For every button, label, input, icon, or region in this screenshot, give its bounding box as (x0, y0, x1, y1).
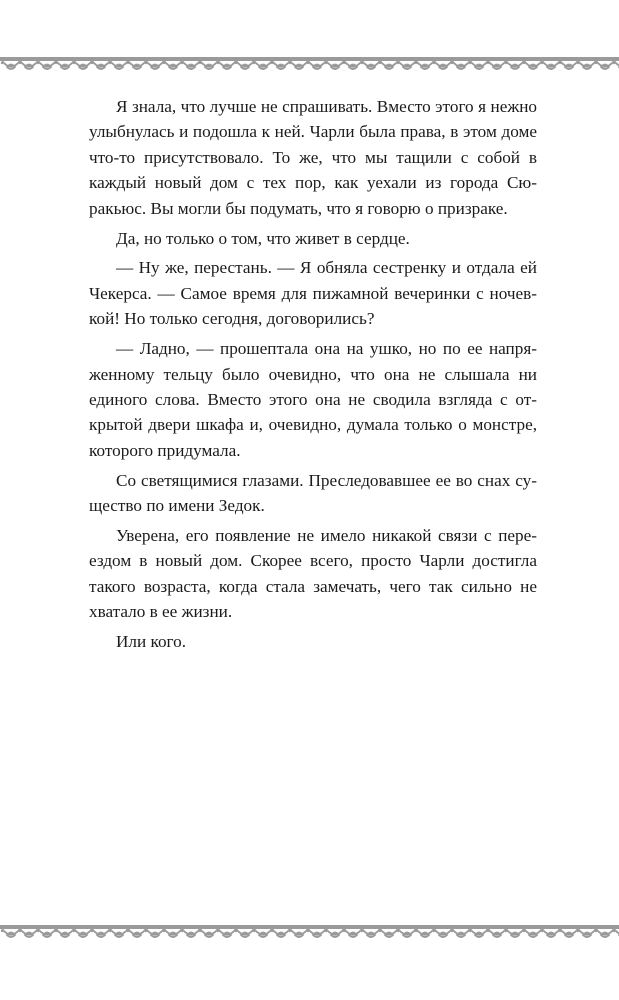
lace-bead (289, 62, 291, 64)
lace-bead (91, 62, 93, 64)
lace-dot (603, 64, 606, 67)
lace-dot (279, 932, 282, 935)
lace-bead (379, 62, 381, 64)
lace-dot (189, 64, 192, 67)
lace-dot (405, 932, 408, 935)
lace-bead (307, 930, 309, 932)
lace-dot (495, 64, 498, 67)
lace-bead (73, 62, 75, 64)
lace-bead (523, 930, 525, 932)
lace-dot (63, 932, 66, 935)
lace-bead (415, 62, 417, 64)
lace-dot (549, 64, 552, 67)
lace-bead (433, 930, 435, 932)
lace-bead (487, 62, 489, 64)
lace-dot (333, 932, 336, 935)
lace-dot (189, 932, 192, 935)
lace-bead (343, 62, 345, 64)
lace-dot (117, 64, 120, 67)
lace-bead (613, 930, 615, 932)
lace-bead (253, 62, 255, 64)
lace-bead (199, 930, 201, 932)
lace-bead (145, 62, 147, 64)
lace-bead (343, 930, 345, 932)
lace-bead (1, 62, 3, 64)
lace-bead (19, 930, 21, 932)
paragraph-6: Уверена, его появление не имело никакой связи с переездом в новый дом. Скорее всего, просто Чарли достигла такого возраста, когда стала замечать, чего так сильно не хватало в ее жизни. (89, 526, 537, 622)
lace-dot (99, 932, 102, 935)
lace-dot (423, 64, 426, 67)
lace-dot (459, 932, 462, 935)
lace-bead (289, 930, 291, 932)
bottom-ornament-border (0, 916, 619, 956)
lace-dot (495, 932, 498, 935)
lace-bead (325, 62, 327, 64)
lace-dot (99, 64, 102, 67)
lace-dot (243, 64, 246, 67)
lace-dot (297, 64, 300, 67)
lace-bead (469, 930, 471, 932)
lace-bead (397, 62, 399, 64)
lace-bead (505, 930, 507, 932)
lace-dot (279, 64, 282, 67)
lace-dot (441, 64, 444, 67)
top-ornament-border (0, 48, 619, 88)
lace-dot (243, 932, 246, 935)
lace-bead (145, 930, 147, 932)
lace-dot (567, 932, 570, 935)
lace-bead (127, 62, 129, 64)
lace-bead (469, 62, 471, 64)
lace-dot (135, 932, 138, 935)
lace-dot (387, 932, 390, 935)
lace-bead (91, 930, 93, 932)
lace-dot (405, 64, 408, 67)
lace-bead (487, 930, 489, 932)
lace-bead (397, 930, 399, 932)
lace-bead (163, 930, 165, 932)
lace-dot (153, 64, 156, 67)
ornament-rule (0, 57, 619, 61)
lace-bead (415, 930, 417, 932)
lace-dot (585, 64, 588, 67)
lace-dot (585, 932, 588, 935)
lace-dot (153, 932, 156, 935)
lace-dot (9, 64, 12, 67)
lace-bead (271, 62, 273, 64)
lace-bead (19, 62, 21, 64)
lace-dot (81, 932, 84, 935)
lace-dot (387, 64, 390, 67)
lace-dot (351, 64, 354, 67)
lace-dot (477, 932, 480, 935)
lace-dot (531, 932, 534, 935)
lace-dot (261, 64, 264, 67)
lace-dot (45, 932, 48, 935)
lace-dot (531, 64, 534, 67)
lace-bead (559, 62, 561, 64)
lace-dot (549, 932, 552, 935)
lace-bead (55, 62, 57, 64)
lace-bead (541, 930, 543, 932)
lace-dot (459, 64, 462, 67)
lace-bead (433, 62, 435, 64)
lace-dot (369, 932, 372, 935)
lace-dot (207, 64, 210, 67)
lace-dot (297, 932, 300, 935)
paragraph-5: Со светящимися глазами. Преследовавшее ее во снах существо по имени Зедок. (89, 470, 537, 516)
paragraph-7: Или кого. (116, 632, 187, 652)
lace-dot (45, 64, 48, 67)
lace-bead (451, 62, 453, 64)
lace-bead (163, 62, 165, 64)
lace-bead (253, 930, 255, 932)
lace-dot (315, 64, 318, 67)
lace-bead (541, 62, 543, 64)
lace-bead (217, 930, 219, 932)
lace-dot (207, 932, 210, 935)
lace-bead (559, 930, 561, 932)
lace-dot (513, 64, 516, 67)
lace-pattern (0, 57, 619, 69)
paragraph-3: — Ну же, перестань. — Я обняла сестренку и отдала ей Чекерса. — Самое время для пижамной вечеринки с ночевкой! Но только сегодня, договорились? (89, 258, 537, 329)
lace-bead (109, 62, 111, 64)
lace-bead (613, 62, 615, 64)
lace-bead (199, 62, 201, 64)
lace-bead (595, 930, 597, 932)
lace-bead (127, 930, 129, 932)
lace-dot (603, 932, 606, 935)
lace-bead (181, 930, 183, 932)
paragraph-4: — Ладно, — прошептала она на ушко, но по ее напряженному тельцу было очевидно, что она не слышала ни единого слова. Вместо этого она не сводила взгляда с открытой двери шкафа и, очевидно, думала только о монстре, которого придумала. (89, 339, 537, 460)
lace-dot (27, 64, 30, 67)
lace-dot (9, 932, 12, 935)
lace-bead (181, 62, 183, 64)
lace-dot (135, 64, 138, 67)
lace-bead (73, 930, 75, 932)
lace-bead (595, 62, 597, 64)
lace-bead (235, 930, 237, 932)
paragraph-2: Да, но только о том, что живет в сердце. (116, 228, 410, 248)
lace-dot (225, 932, 228, 935)
lace-bead (577, 930, 579, 932)
lace-dot (261, 932, 264, 935)
lace-bead (325, 930, 327, 932)
lace-bead (37, 930, 39, 932)
lace-dot (333, 64, 336, 67)
page-body-text (89, 94, 537, 659)
lace-dot (477, 64, 480, 67)
lace-dot (171, 932, 174, 935)
lace-dot (567, 64, 570, 67)
lace-pattern (0, 925, 619, 937)
lace-dot (369, 64, 372, 67)
lace-dot (225, 64, 228, 67)
lace-dot (423, 932, 426, 935)
lace-bead (307, 62, 309, 64)
lace-bead (217, 62, 219, 64)
lace-bead (109, 930, 111, 932)
lace-bead (1, 930, 3, 932)
lace-dot (315, 932, 318, 935)
lace-bead (235, 62, 237, 64)
lace-dot (351, 932, 354, 935)
lace-dot (117, 932, 120, 935)
lace-dot (513, 932, 516, 935)
lace-bead (361, 62, 363, 64)
lace-dot (27, 932, 30, 935)
lace-bead (271, 930, 273, 932)
lace-bead (451, 930, 453, 932)
lace-dot (171, 64, 174, 67)
lace-bead (505, 62, 507, 64)
lace-dot (441, 932, 444, 935)
lace-bead (379, 930, 381, 932)
lace-bead (523, 62, 525, 64)
lace-bead (37, 62, 39, 64)
paragraph-1: Я знала, что лучше не спрашивать. Вместо этого я нежно улыбнулась и подошла к ней. Чарли была права, в этом доме что-то присутствовало. То же, что мы тащили с собой в каждый новый дом с тех пор, как уехали из города Сюракьюс. Вы могли бы подумать, что я говорю о призраке. (89, 97, 537, 218)
lace-bead (361, 930, 363, 932)
lace-dot (81, 64, 84, 67)
lace-dot (63, 64, 66, 67)
lace-bead (577, 62, 579, 64)
ornament-rule (0, 925, 619, 929)
lace-bead (55, 930, 57, 932)
